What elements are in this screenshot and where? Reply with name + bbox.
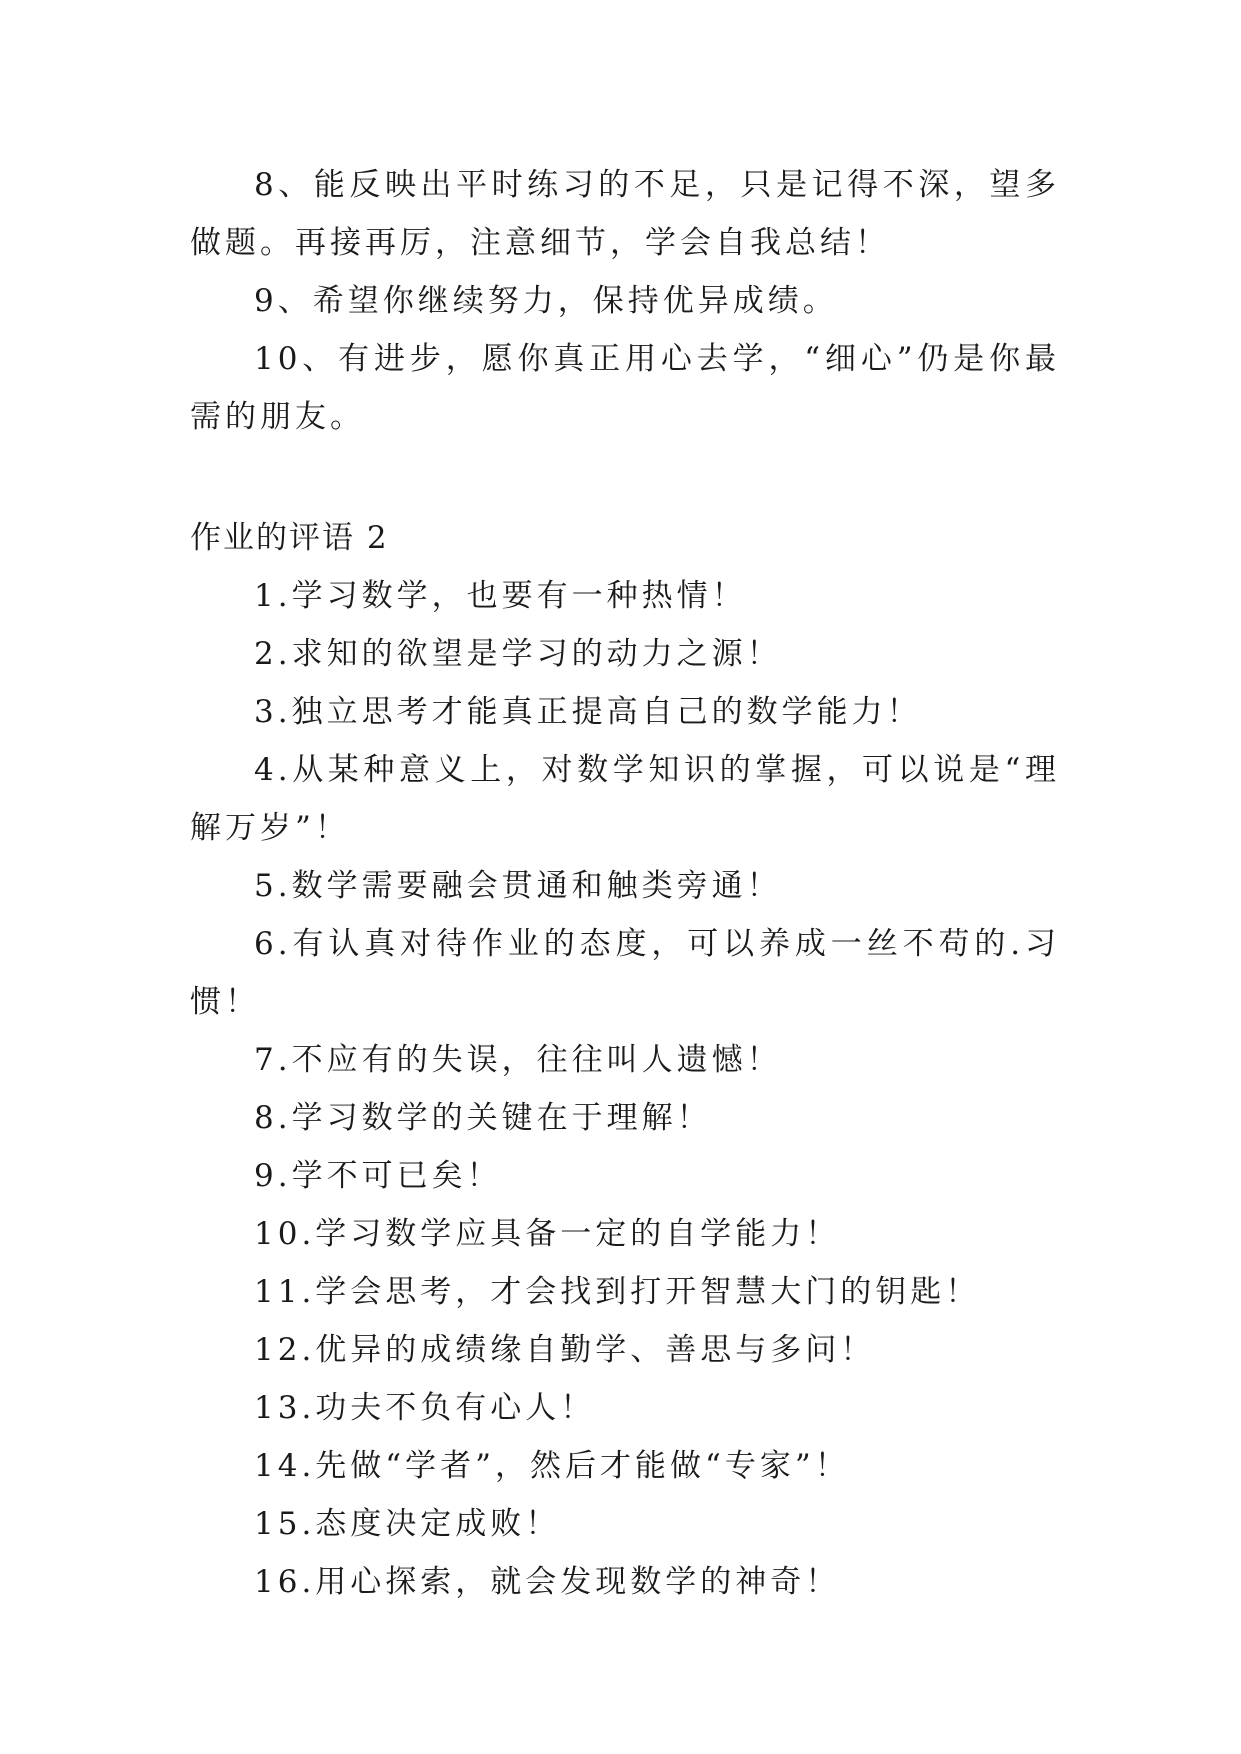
list-item: 11.学会思考，才会找到打开智慧大门的钥匙！ (254, 1274, 981, 1310)
list-item: 1.学习数学，也要有一种热情！ (254, 578, 747, 614)
comment-paragraph: 8、能反映出平时练习的不足，只是记得不深，望多做题。再接再厉，注意细节，学会自我总结！ (190, 167, 1060, 261)
list-item: 10.学习数学应具备一定的自学能力！ (254, 1216, 841, 1252)
comment-list (190, 567, 1060, 1611)
comment-paragraph: 10、有进步，愿你真正用心去学，“细心”仍是你最需的朋友。 (190, 341, 1060, 435)
section-heading-block (190, 509, 1060, 567)
list-item: 13.功夫不负有心人！ (254, 1390, 596, 1426)
list-item: 2.求知的欲望是学习的动力之源！ (254, 636, 782, 672)
comments-continued (190, 156, 1060, 446)
comment-paragraph: 9、希望你继续努力，保持优异成绩。 (254, 283, 838, 319)
list-item: 9.学不可已矣！ (254, 1158, 502, 1194)
list-item: 12.优异的成绩缘自勤学、善思与多问！ (254, 1332, 876, 1368)
list-item: 14.先做“学者”，然后才能做“专家”！ (254, 1448, 850, 1484)
list-item: 8.学习数学的关键在于理解！ (254, 1100, 712, 1136)
list-item: 16.用心探索，就会发现数学的神奇！ (254, 1564, 841, 1600)
list-item: 3.独立思考才能真正提高自己的数学能力！ (254, 694, 922, 730)
list-item: 6.有认真对待作业的态度，可以养成一丝不苟的.习惯！ (190, 926, 1060, 1020)
list-item: 5.数学需要融会贯通和触类旁通！ (254, 868, 782, 904)
section-title: 作业的评语 2 (190, 520, 389, 556)
list-item: 4.从某种意义上，对数学知识的掌握，可以说是“理解万岁”！ (190, 752, 1060, 846)
list-item: 7.不应有的失误，往往叫人遗憾！ (254, 1042, 782, 1078)
list-item: 15.态度决定成败！ (254, 1506, 561, 1542)
